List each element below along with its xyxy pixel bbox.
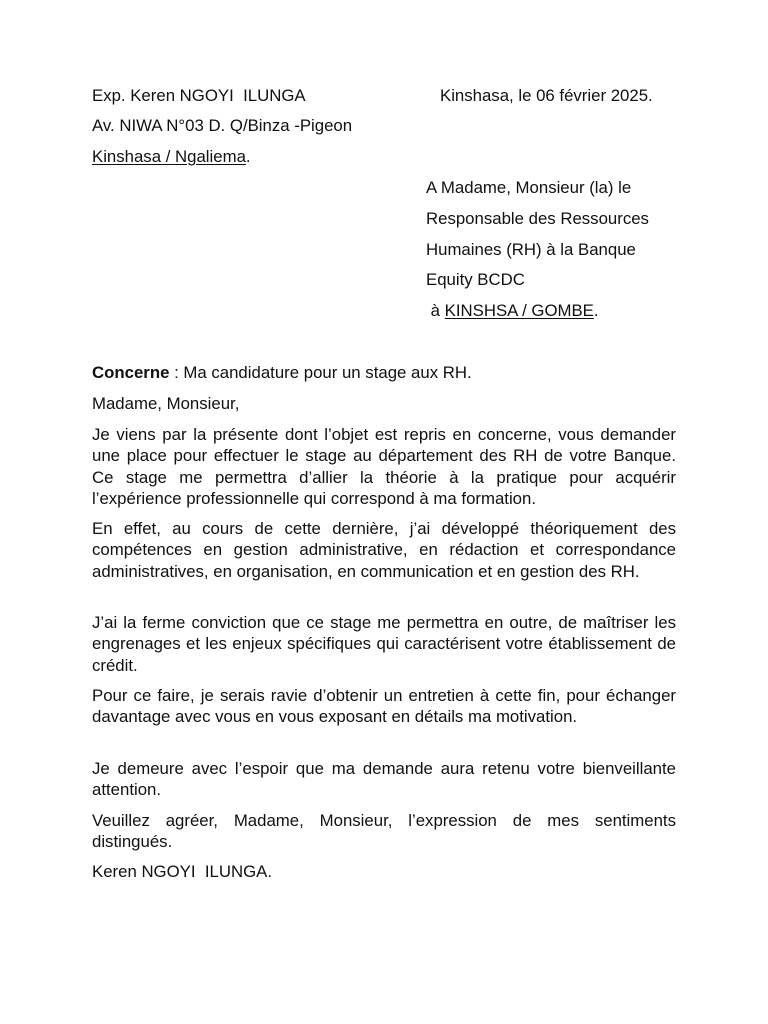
body-paragraph-3: J’ai la ferme conviction que ce stage me permettra en outre, de maîtriser les engrenages et les enjeux spécifiques qui caractérisent votre établissement de crédit. [92, 613, 676, 675]
recipient-punct: . [593, 301, 599, 320]
recipient-line-1: A Madame, Monsieur (la) le [426, 178, 632, 197]
recipient-place: KINSHSA / GOMBE [444, 301, 594, 320]
sender-city-name: Kinshasa / Ngaliema [92, 147, 246, 166]
sender-city [92, 147, 251, 167]
body-paragraph-4: Pour ce faire, je serais ravie d’obtenir un entretien à cette fin, pour échanger davantage avec vous en vous exposant en détails ma motivation. [92, 686, 676, 727]
recipient-line-3: Humaines (RH) à la Banque [426, 240, 636, 259]
letter-date: Kinshasa, le 06 février 2025. [440, 86, 653, 105]
body-paragraph-1: Je viens par la présente dont l’objet est repris en concerne, vous demander une place pour effectuer le stage au département des RH de votre Banque. Ce stage me permettra d’allier la théorie à la pratique pour acquérir l’expérience professionnelle qui correspond à ma formation. [92, 425, 676, 508]
recipient-line-2: Responsable des Ressources [426, 209, 649, 228]
recipient-prefix: à [426, 301, 445, 320]
sender-city-punct: . [245, 147, 251, 166]
salutation: Madame, Monsieur, [92, 394, 240, 413]
body-paragraph-6: Veuillez agréer, Madame, Monsieur, l’expression de mes sentiments distingués. [92, 811, 676, 852]
recipient-line-5 [426, 301, 599, 321]
subject-text: : Ma candidature pour un stage aux RH. [169, 363, 472, 382]
subject-line [92, 363, 472, 383]
sender-name: Exp. Keren NGOYI ILUNGA [92, 86, 306, 105]
signature: Keren NGOYI ILUNGA. [92, 862, 272, 881]
body-paragraph-5: Je demeure avec l’espoir que ma demande aura retenu votre bienveillante attention. [92, 759, 676, 800]
body-paragraph-2: En effet, au cours de cette dernière, j’ai développé théoriquement des compétences en gestion administrative, en rédaction et correspondance administratives, en organisation, en communication et en gestion des RH. [92, 519, 676, 581]
subject-label: Concerne [92, 363, 170, 382]
sender-address: Av. NIWA N°03 D. Q/Binza -Pigeon [92, 116, 353, 135]
recipient-line-4: Equity BCDC [426, 270, 525, 289]
